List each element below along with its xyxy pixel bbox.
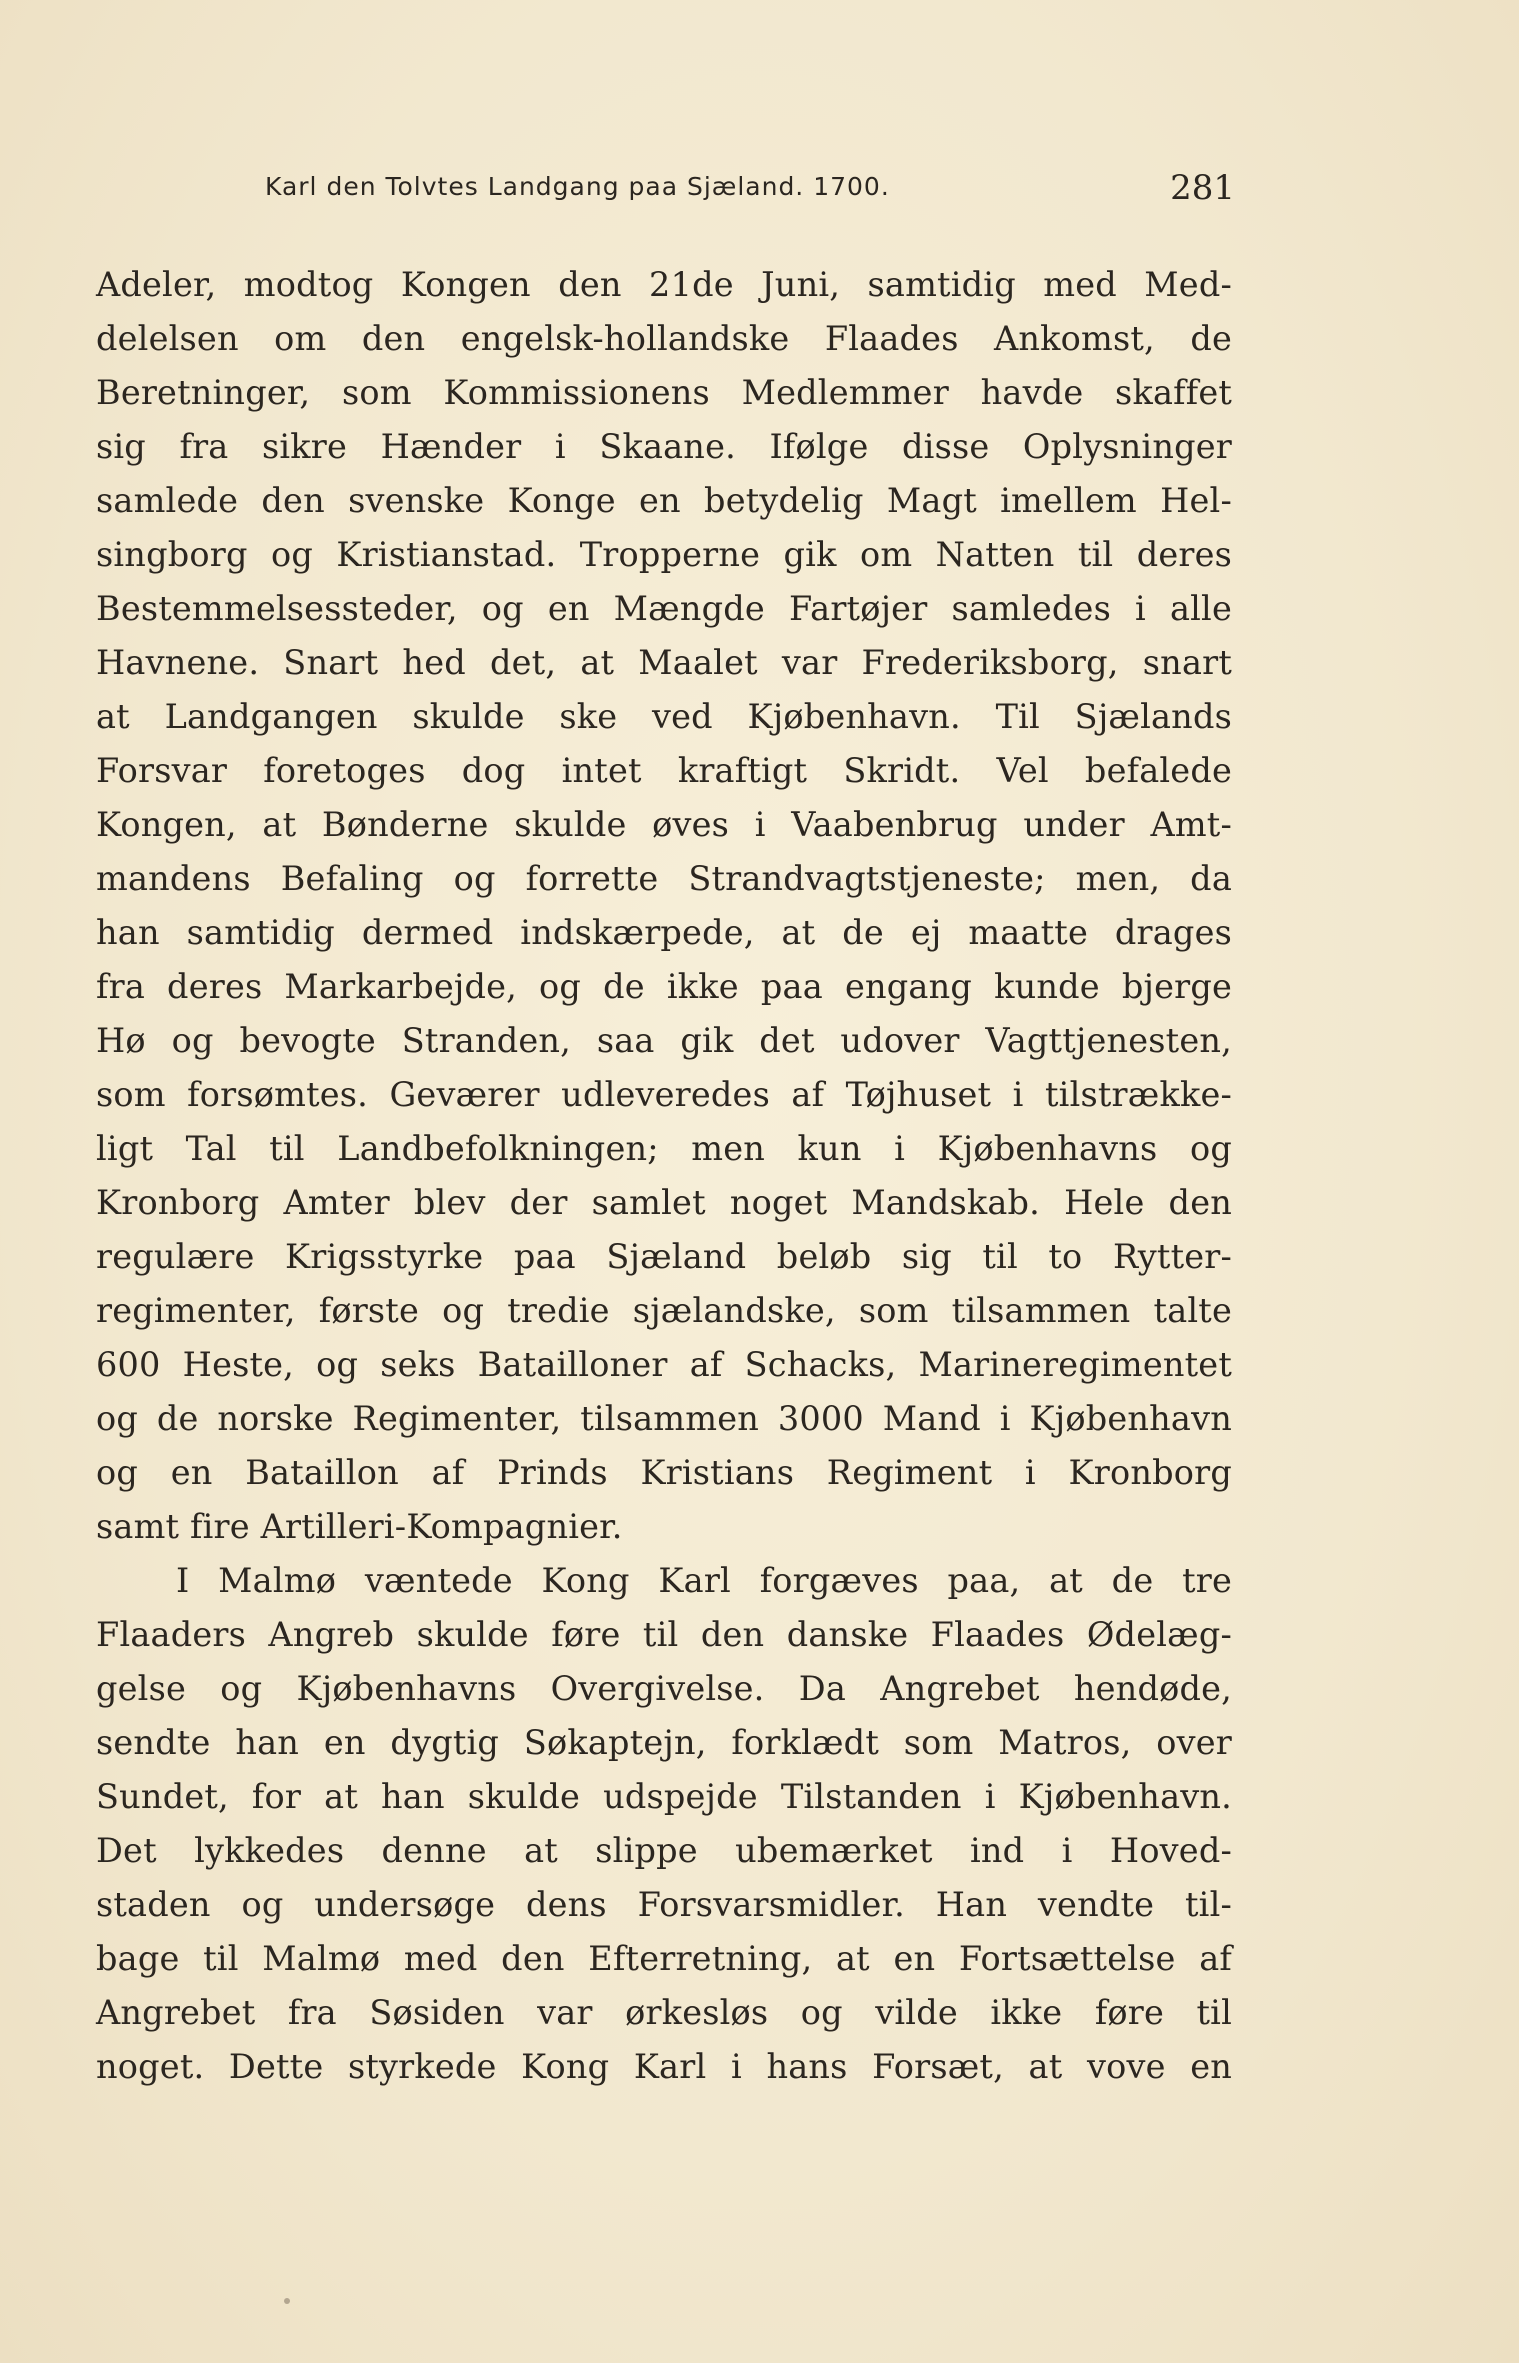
text-line: Havnene. Snart hed det, at Maalet var Frederiksborg, snart [96, 643, 1232, 682]
paper-speck [284, 2298, 290, 2304]
text-line: 600 Heste, og seks Batailloner af Schacks, Marineregimentet [96, 1345, 1232, 1384]
text-line: sendte han en dygtig Søkaptejn, forklædt som Matros, over [96, 1723, 1232, 1762]
page-number: 281 [1170, 168, 1235, 208]
text-line: Kronborg Amter blev der samlet noget Mandskab. Hele den [96, 1183, 1232, 1222]
text-line: Hø og bevogte Stranden, saa gik det udover Vagttjenesten, [96, 1021, 1232, 1060]
text-line: som forsømtes. Geværer udleveredes af Tøjhuset i tilstrække- [96, 1075, 1232, 1114]
text-line: og de norske Regimenter, tilsammen 3000 Mand i Kjøbenhavn [96, 1399, 1232, 1438]
text-line: delelsen om den engelsk-hollandske Flaades Ankomst, de [96, 319, 1232, 358]
text-line: samlede den svenske Konge en betydelig Magt imellem Hel- [96, 481, 1232, 520]
running-title: Karl den Tolvtes Landgang paa Sjæland. 1700. [265, 172, 890, 201]
text-line: Det lykkedes denne at slippe ubemærket ind i Hoved- [96, 1831, 1232, 1870]
text-line: mandens Befaling og forrette Strandvagtstjeneste; men, da [96, 859, 1232, 898]
text-line: fra deres Markarbejde, og de ikke paa engang kunde bjerge [96, 967, 1232, 1006]
text-line: Angrebet fra Søsiden var ørkesløs og vilde ikke føre til [96, 1993, 1232, 2032]
text-line: samt fire Artilleri-Kompagnier. [96, 1507, 623, 1546]
text-line: regimenter, første og tredie sjælandske, som tilsammen talte [96, 1291, 1232, 1330]
text-line: bage til Malmø med den Efterretning, at en Fortsættelse af [96, 1939, 1232, 1978]
paragraph-1 [96, 258, 1232, 1554]
text-line: regulære Krigsstyrke paa Sjæland beløb sig til to Rytter- [96, 1237, 1232, 1276]
text-line: og en Bataillon af Prinds Kristians Regiment i Kronborg [96, 1453, 1232, 1492]
text-line: noget. Dette styrkede Kong Karl i hans Forsæt, at vove en [96, 2047, 1232, 2086]
text-line: gelse og Kjøbenhavns Overgivelse. Da Angrebet hendøde, [96, 1669, 1232, 1708]
body-text [96, 258, 1232, 2094]
text-line: Adeler, modtog Kongen den 21de Juni, samtidig med Med- [96, 265, 1232, 304]
text-line: Bestemmelsessteder, og en Mængde Fartøjer samledes i alle [96, 589, 1232, 628]
text-line: at Landgangen skulde ske ved Kjøbenhavn. Til Sjælands [96, 697, 1232, 736]
text-line: Flaaders Angreb skulde føre til den danske Flaades Ødelæg- [96, 1615, 1232, 1654]
paragraph-2 [96, 1554, 1232, 2094]
text-line: Kongen, at Bønderne skulde øves i Vaabenbrug under Amt- [96, 805, 1232, 844]
text-line: Sundet, for at han skulde udspejde Tilstanden i Kjøbenhavn. [96, 1777, 1232, 1816]
text-line: Beretninger, som Kommissionens Medlemmer havde skaffet [96, 373, 1232, 412]
text-line: ligt Tal til Landbefolkningen; men kun i Kjøbenhavns og [96, 1129, 1232, 1168]
text-line: I Malmø væntede Kong Karl forgæves paa, at de tre [176, 1561, 1232, 1600]
text-line: staden og undersøge dens Forsvarsmidler. Han vendte til- [96, 1885, 1232, 1924]
text-line: sig fra sikre Hænder i Skaane. Ifølge disse Oplysninger [96, 427, 1232, 466]
text-line: han samtidig dermed indskærpede, at de ej maatte drages [96, 913, 1232, 952]
text-line: singborg og Kristianstad. Tropperne gik om Natten til deres [96, 535, 1232, 574]
running-header [265, 168, 1235, 208]
text-line: Forsvar foretoges dog intet kraftigt Skridt. Vel befalede [96, 751, 1232, 790]
